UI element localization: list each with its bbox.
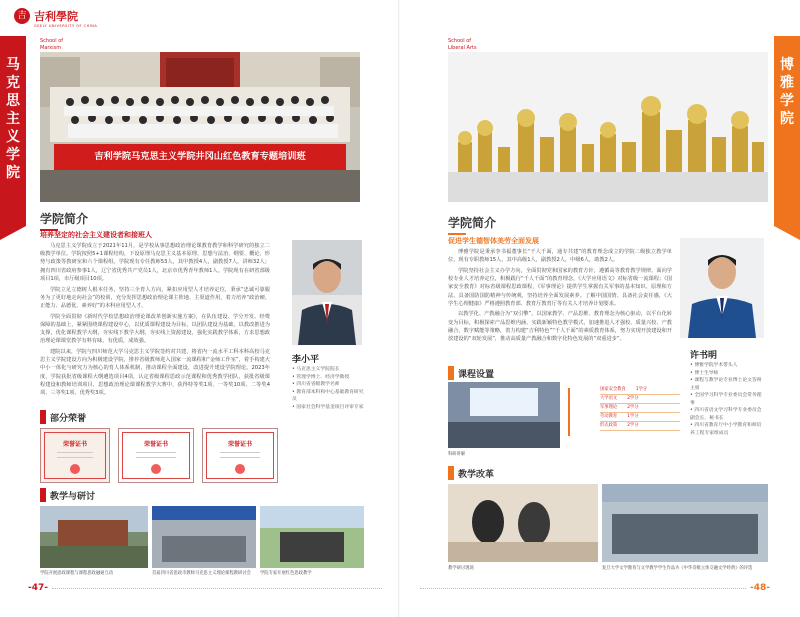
course-heading: 课程设置 — [448, 366, 494, 380]
section-title: 学院简介 — [40, 212, 89, 226]
logo-subtitle: GEELY UNIVERSITY OF CHINA — [34, 24, 98, 28]
logo-text: 吉利學院 — [34, 10, 78, 23]
footer-rule — [52, 588, 382, 589]
photo-caption: 复旦大学文学教育与文学教学学生作品为《中华诗歌立体交融文学经典》的评选 — [602, 566, 753, 571]
page-number: -48- — [750, 583, 770, 593]
teaching-photo — [40, 506, 148, 568]
teaching-heading: 教学与研讨 — [40, 488, 95, 502]
photo-caption: 教学研讨现场 — [448, 566, 474, 571]
group-photo-illustration — [40, 52, 360, 202]
section-title: 学院简介 — [448, 216, 497, 230]
footer-rule — [420, 588, 746, 589]
logo-seal-icon: 吉 — [14, 8, 30, 24]
right-page — [400, 0, 800, 617]
course-row: 形式政策 2学分 — [600, 422, 680, 431]
trophy-illustration — [448, 52, 768, 202]
intro-paragraph: 马克思主义学院成立于2021年11月，是学校从事思想政治理论课教育教学和科学研究的独立二级教学单位。学院按照5+1课程结构，下设原理马克思主义基本原理、思想与法治、纲要、概论、形势与政策等教研室和六个课程组。学院现有专任教师53人，其中教授4人，副教授7人，讲师32人；拥有四川省政府参事1人，辽宁省优秀共产党员1人，北京市优秀青年教师1人。学院现有在研省部级项目1项，市厅级项目10项。 — [40, 243, 270, 282]
course-row: 军事理论 2学分 — [600, 404, 680, 413]
page-number: -47- — [28, 583, 48, 593]
intro-paragraph: 学院坚持社会主义办学方向，全面贯彻党和国家的教育方针，遵循高等教育教学规律。面向学校专业人才培养定位，积极践行“千人千面”的教育理念，《大学应用语文》对标省级一流课程；《国家安全教育》对标省级课程思政课程，《军事理论》提供学生掌握有关军事的基本知识、原理和方法，具备国防国防精神与传统观，坚持培养全面发展素养。了解中国国情、具备社会责任感，《大学生心理健康》严格遵照教育部、教育厅教育厅等有关人才培养计划要求。 — [448, 267, 672, 307]
intro-paragraph: 以教学化、产教融合为“双引擎”，以国家教学、产品思维、教育理念为核心驱动，以平台化转变为目标，积极探索产品思维内涵、实践新颖特色教学模式，加速推进人才强校、质量兴校、产教融合、数字赋能等策略，着力构建“吉利特色”“千人千面”的素质教育体系，努力实现开放建设和开放建设的“双轮发展”，推动高质量产教融合和数字化特色发展的“双重进步”。 — [448, 311, 672, 343]
section-subtitle: 促进学生德智体美劳全面发展 — [448, 237, 539, 245]
reform-photo — [602, 484, 768, 562]
teaching-photo — [260, 506, 364, 568]
side-tab-liberal-arts — [774, 36, 800, 226]
reform-heading: 教学改革 — [448, 466, 494, 480]
course-row: 大学语文 2学分 — [600, 395, 680, 404]
honors-heading: 部分荣誉 — [40, 410, 86, 424]
side-tab-label: 马 克 思 主 义 学 院 — [6, 57, 20, 181]
school-eyebrow: School of Marxism — [40, 38, 64, 51]
course-row: 劳动教育 1学分 — [600, 413, 680, 422]
course-table — [600, 386, 680, 431]
seal-icon — [235, 464, 245, 474]
dean-portrait-illustration — [292, 240, 362, 345]
intro-paragraph: 学院全面贯彻《新时代学校思想政治理论课改革创新实施方案》，在队伍建设、学分开发、经费保障的基础上，紧紧围绕课程建设中心，以优质课程建设为目标，以团队建设为基础，以教改推进为支撑，优化课程教学大纲，夯实线下教学大纲，夯实线上资源建设，强化实践教学体系，方求思想政治理论课课堂教学有料有味，有优质，成效强。 — [40, 313, 270, 345]
intro-text — [448, 248, 672, 346]
dean-portrait — [292, 240, 362, 345]
intro-text — [40, 242, 270, 400]
intro-paragraph: 博雅学院是秉承李书福董事长“千人千面，通专共建”的教育理念成立的学院二级独立教学单位，现有专职教师15人，其中高级1人，副教授2人，中级6人，助教2人。 — [448, 249, 672, 264]
photo-caption: 学院开展思政课程与课程思政融通互动 — [40, 571, 114, 576]
hero-banner-text: 吉利学院马克思主义学院井冈山红色教育专题培训班 — [94, 151, 306, 162]
seal-icon — [151, 464, 161, 474]
lecture-photo — [448, 382, 560, 448]
photo-caption: 科研讲解 — [448, 452, 466, 457]
intro-paragraph: 建院以来，学院与四川师范大学马克思主义学院签约对共建，将省内一流水平工科本科高校马克思主义学院建设方向为积极建设学院，推荐省级教师进入国家一流课程和“金师工作室”，着手构建大中小一体化与研究力为核心的育人体系机制，推动课程全面建设，改进提升建设学院理论。2023年度，学院获批省级课程大纲遴选项目4项，认定省级课程思政示范课程和优秀教学团队，获批省级课程建设和教师培训项目，思想政治理论课课程教学大赛中，获得特等奖1项、一等奖10项、二等奖4项、三等奖1项、优秀奖3项。 — [40, 348, 270, 396]
side-tab-label: 博 雅 学 院 — [780, 57, 794, 127]
certificate: 荣誉证书 — [202, 428, 278, 483]
course-bracket — [568, 388, 598, 436]
dean-name: 李小平 — [292, 355, 320, 365]
dean-portrait-illustration — [680, 238, 764, 338]
section-subtitle: 培养坚定的社会主义建设者和接班人 — [40, 231, 152, 239]
group-photo — [40, 52, 360, 202]
school-eyebrow: School of Liberal Arts — [448, 38, 477, 51]
dean-name: 许书明 — [690, 351, 718, 361]
seal-icon — [70, 464, 80, 474]
intro-paragraph: 学院立足立德树人根本任务，坚持三全育人方向，紧扣应用型人才培养定位，秉承“忠诚可靠服务为了更好地走向社会”的校训，充分发挥思想政治理论课主阵地、主渠道作用，着力培养“政治硬、正能力、品德优、素养好”的本科应用型人才。 — [40, 286, 270, 309]
dean-credentials: • 博雅学院学术带头人 • 博士生导师 • 课程与教学论专业博士论文答辩主席 • 全国学习科学专业委员会常务理事 • 四川省语文学习科学专业委员会副会长、秘书长 • 四川省教育厅中小学教育和师培养工程专家组成员 — [690, 362, 766, 437]
trophy-photo — [448, 52, 768, 202]
dean-portrait — [680, 238, 764, 338]
course-row: 国家安全教育 1学分 — [600, 386, 680, 395]
reform-photo — [448, 484, 598, 562]
dean-credentials: • 马克思主义学院院长 • 管理学博士、经济学教授 • 四川省省级教学名师 • 教育部本科和中心基础教育研究员 • 国家社会科学基金项目评审专家 — [292, 366, 364, 411]
certificate: 荣誉证书 — [40, 428, 110, 483]
certificate: 荣誉证书 — [118, 428, 194, 483]
teaching-photo — [152, 506, 256, 568]
side-tab-marxism — [0, 36, 26, 226]
photo-caption: 学院专家开展红色思政教学 — [260, 571, 312, 576]
photo-caption: 首届四川省思政市教师马克思主义理论课程教研讨会 — [152, 571, 251, 576]
school-logo — [14, 8, 78, 24]
